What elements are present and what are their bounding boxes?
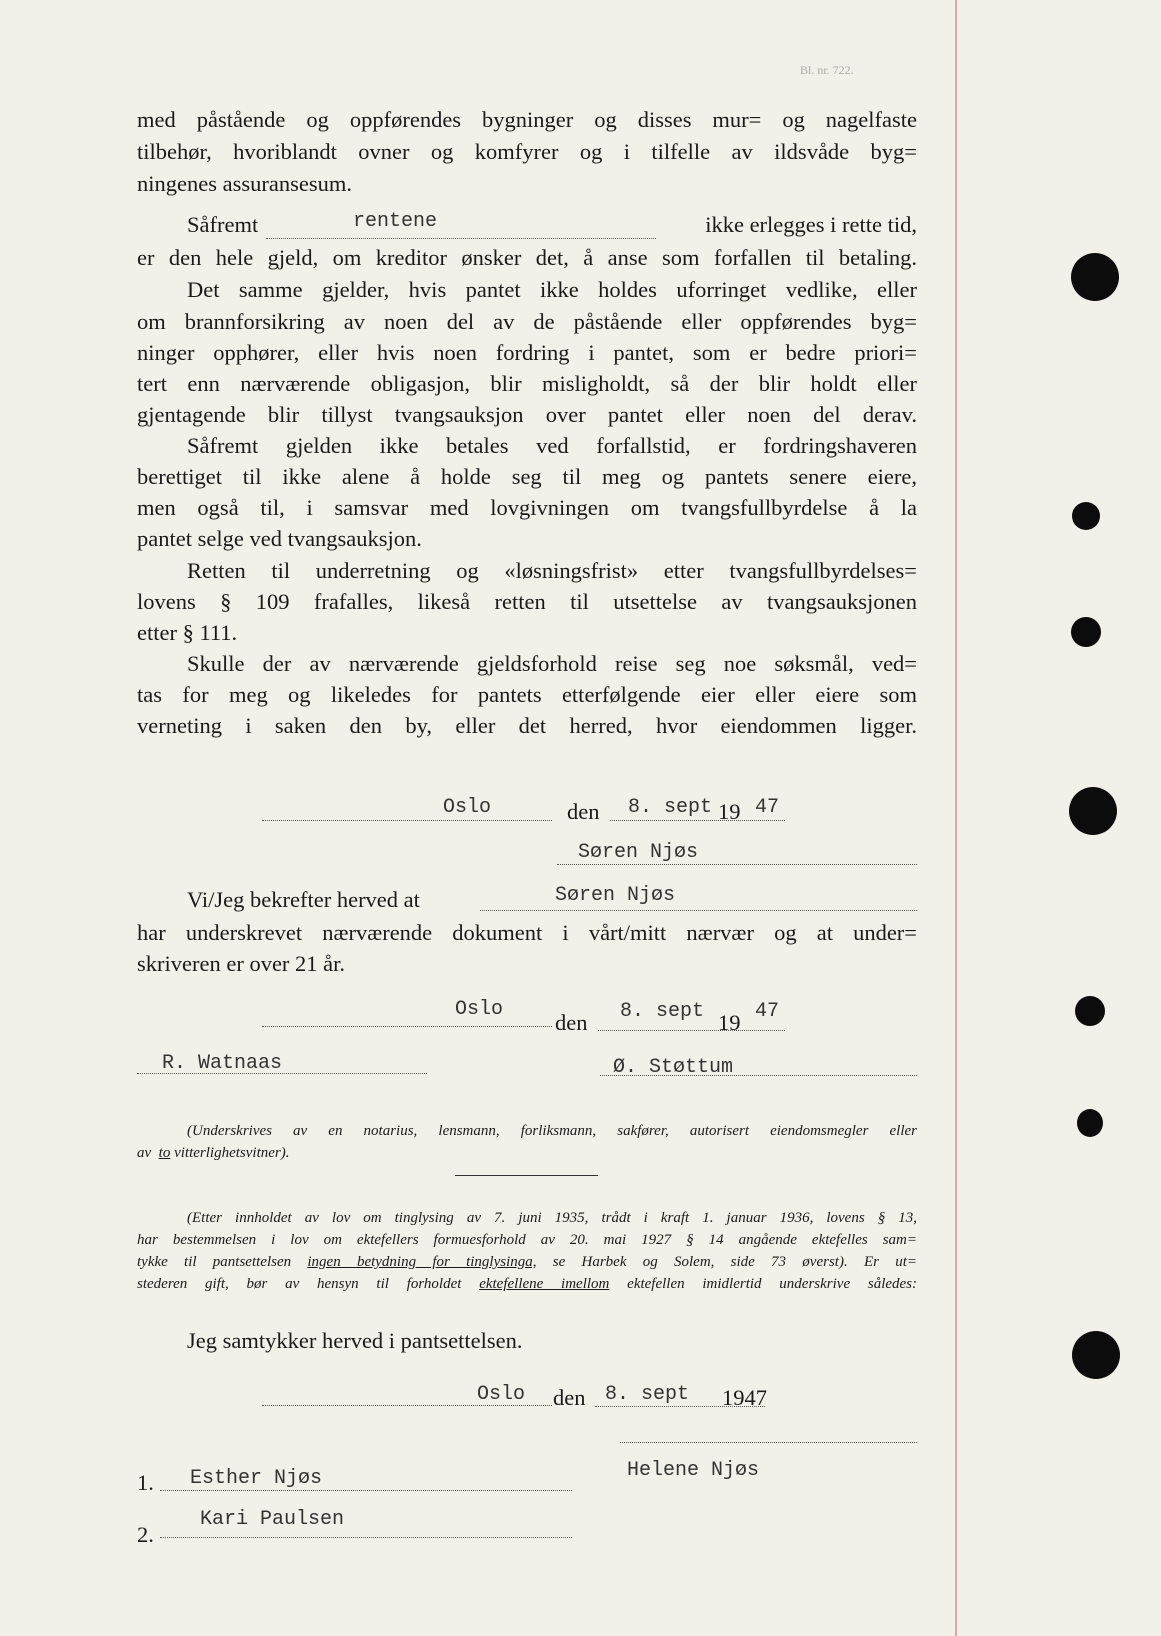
sig1-signer: Søren Njøs (578, 841, 699, 864)
consent-text: Jeg samtykker herved i pantsettelsen. (187, 1328, 523, 1353)
place-line (262, 820, 552, 821)
sig1-den: den (567, 799, 600, 824)
witness1: R. Watnaas (162, 1052, 283, 1075)
body-line: Såfremt gjelden ikke betales ved forfallstid, er fordringshaveren (187, 433, 917, 458)
punch-hole (1071, 617, 1101, 647)
fill-line (266, 238, 656, 239)
sig1-year: 47 (755, 796, 780, 819)
signature-line (557, 864, 917, 865)
punch-hole (1071, 253, 1119, 301)
body-line: ninger opphører, eller hvis noen fordring i pantet, som er bedre priori= (137, 340, 917, 365)
confirm-line: har underskrevet nærværende dokument i vårt/mitt nærvær og at under= (137, 920, 917, 945)
sig1-date: 8. sept (628, 796, 713, 819)
date-line (598, 1030, 785, 1031)
note2-line (137, 1254, 917, 1271)
body-line: er den hele gjeld, om kreditor ønsker det, å anse som forfallen til betaling. (137, 245, 917, 270)
note1-line2 (137, 1145, 917, 1162)
body-line: Retten til underretning og «løsningsfrist» etter tvangsfullbyrdelses= (187, 558, 917, 583)
note-underlined: to (158, 1145, 171, 1161)
sig2-year-prefix: 19 (718, 1010, 741, 1035)
sig2-year: 47 (755, 1000, 780, 1023)
witness-line (160, 1490, 572, 1491)
safremt-suffix: ikke erlegges i rette tid, (705, 212, 917, 237)
punch-hole (1077, 1109, 1103, 1137)
note2-line: har bestemmelsen i lov om ektefellers formuesforhold av 20. mai 1927 § 14 angående ektefelles sam= (137, 1232, 917, 1248)
spouse-signature: Helene Njøs (627, 1459, 760, 1482)
sig1-place: Oslo (443, 796, 492, 819)
date-line (610, 820, 785, 821)
confirm-prefix: Vi/Jeg bekrefter herved at (187, 887, 420, 912)
consent-witness1: Esther Njøs (190, 1467, 323, 1490)
margin-line (955, 0, 957, 1636)
body-line: men også til, i samsvar med lovgivningen om tvangsfullbyrdelse å la (137, 495, 917, 520)
body-line: om brannforsikring av noen del av de påstående eller oppførendes byg= (137, 309, 917, 334)
body-line: Det samme gjelder, hvis pantet ikke holdes uforringet vedlike, eller (187, 277, 917, 302)
consent-witness2: Kari Paulsen (200, 1508, 345, 1531)
body-line: verneting i saken den by, eller det herred, hvor eiendommen ligger. (137, 713, 917, 738)
witness-number: 2. (137, 1522, 154, 1547)
witness-line (160, 1537, 572, 1538)
punch-hole (1072, 502, 1100, 530)
sig2-date: 8. sept (620, 1000, 705, 1023)
form-number: Bl. nr. 722. (800, 63, 854, 77)
body-line: gjentagende blir tillyst tvangsauksjon over pantet eller noen del derav. (137, 402, 917, 427)
body-line: lovens § 109 frafalles, likeså retten til utsettelse av tvangsauksjonen (137, 589, 917, 614)
filled-rentene: rentene (353, 210, 438, 233)
consent-date: 8. sept (605, 1383, 690, 1406)
witness-number: 1. (137, 1470, 154, 1495)
consent-den: den (553, 1385, 586, 1410)
punch-hole (1075, 996, 1105, 1026)
note-text: av (137, 1145, 152, 1161)
note-text: se Harbek og Solem, side 73 øverst). Er ut= (552, 1254, 917, 1270)
note-text: ektefellen imidlertid underskrive således: (627, 1276, 918, 1292)
note2-line (137, 1276, 917, 1293)
punch-hole (1069, 787, 1117, 835)
consent-year: 1947 (722, 1385, 767, 1410)
body-line: tilbehør, hvoriblandt ovner og komfyrer og i tilfelle av ildsvåde byg= (137, 139, 917, 164)
body-line: tas for meg og likeledes for pantets etterfølgende eier eller eiere som (137, 682, 917, 707)
body-line: med påstående og oppførendes bygninger og disses mur= og nagelfaste (137, 107, 917, 132)
sig2-den: den (555, 1010, 588, 1035)
body-line: ningenes assuransesum. (137, 171, 352, 196)
body-line: pantet selge ved tvangsauksjon. (137, 526, 422, 551)
body-line: Skulle der av nærværende gjeldsforhold reise seg noe søksmål, ved= (187, 651, 917, 676)
divider (455, 1175, 598, 1176)
sig1-year-prefix: 19 (718, 799, 741, 824)
punch-hole (1072, 1331, 1120, 1379)
safremt-label: Såfremt (187, 212, 259, 237)
note2-line: (Etter innholdet av lov om tinglysing av 7. juni 1935, trådt i kraft 1. januar 1936, lovens § 13, (187, 1210, 917, 1226)
place-line (262, 1026, 552, 1027)
spouse-line (620, 1442, 917, 1443)
body-line: etter § 111. (137, 620, 238, 645)
body-line: tert enn nærværende obligasjon, blir misligholdt, så der blir holdt eller (137, 371, 917, 396)
confirm-line: skriveren er over 21 år. (137, 951, 346, 976)
witness2: Ø. Støttum (613, 1056, 734, 1079)
confirm-name: Søren Njøs (555, 884, 676, 907)
note-text: tykke til pantsettelsen (137, 1254, 292, 1270)
consent-place: Oslo (477, 1383, 526, 1406)
body-line: berettiget til ikke alene å holde seg til meg og pantets senere eiere, (137, 464, 917, 489)
note1-line: (Underskrives av en notarius, lensmann, forliksmann, sakfører, autorisert eiendomsmegler eller (187, 1123, 917, 1139)
note-text: vitterlighetsvitner). (174, 1145, 290, 1161)
name-line (480, 910, 917, 911)
sig2-place: Oslo (455, 998, 504, 1021)
note-underlined: ektefellene imellom (479, 1276, 610, 1292)
note-text: stederen gift, bør av hensyn til forholdet (137, 1276, 462, 1292)
note-underlined: ingen betydning for tinglysinga, (307, 1254, 537, 1270)
